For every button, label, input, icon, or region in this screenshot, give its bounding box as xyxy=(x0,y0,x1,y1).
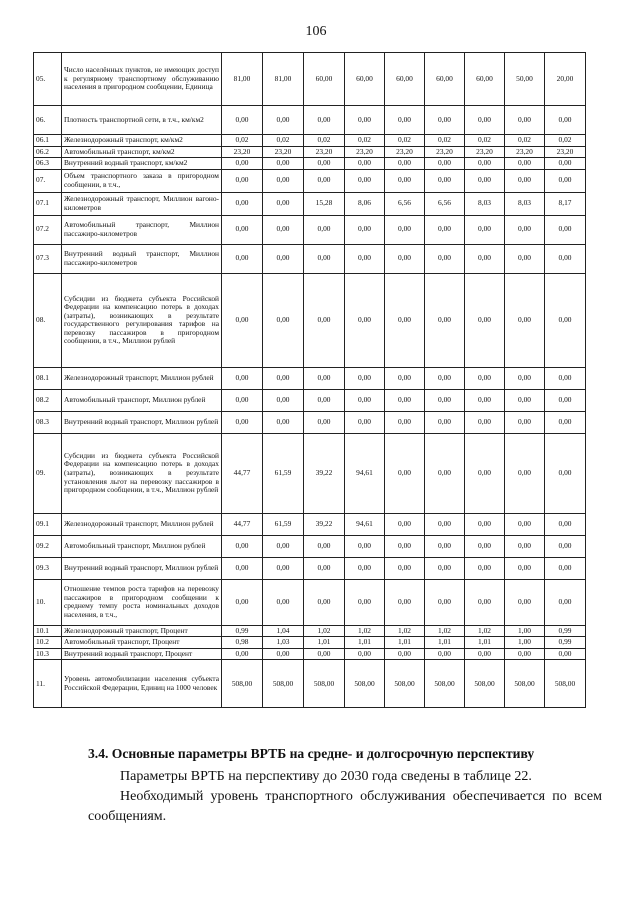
row-value-cell: 0,00 xyxy=(545,513,586,535)
row-value-cell: 508,00 xyxy=(505,660,545,708)
row-value-cell: 0,00 xyxy=(545,273,586,367)
row-value-cell: 0,00 xyxy=(505,273,545,367)
row-value-cell: 94,61 xyxy=(345,433,385,513)
row-value-cell: 0,00 xyxy=(425,244,465,273)
row-value-cell: 0,00 xyxy=(505,106,545,135)
row-value-cell: 0,00 xyxy=(505,389,545,411)
row-indicator-name: Число населённых пунктов, не имеющих доступ к регулярному транспортному обслуживанию населения в пригородном сообщении, Единица xyxy=(62,53,222,106)
row-value-cell: 23,20 xyxy=(222,146,263,158)
row-value-cell: 0,00 xyxy=(505,244,545,273)
row-value-cell: 0,00 xyxy=(465,169,505,192)
row-value-cell: 0,00 xyxy=(345,411,385,433)
row-value-cell: 0,00 xyxy=(425,648,465,660)
row-number: 09.2 xyxy=(34,535,62,557)
row-indicator-name: Уровень автомобилизации населения субъекта Российской Федерации, Единиц на 1000 человек xyxy=(62,660,222,708)
row-value-cell: 0,02 xyxy=(304,135,345,147)
row-value-cell: 0,00 xyxy=(545,215,586,244)
row-number: 08.2 xyxy=(34,389,62,411)
row-value-cell: 0,00 xyxy=(263,367,304,389)
row-value-cell: 61,59 xyxy=(263,513,304,535)
row-indicator-name: Автомобильный транспорт, км/км2 xyxy=(62,146,222,158)
row-value-cell: 1,01 xyxy=(345,637,385,649)
row-value-cell: 0,00 xyxy=(345,244,385,273)
row-value-cell: 0,00 xyxy=(425,273,465,367)
row-number: 08. xyxy=(34,273,62,367)
row-value-cell: 0,00 xyxy=(505,557,545,579)
row-value-cell: 1,02 xyxy=(425,625,465,637)
table-row xyxy=(34,660,586,708)
row-value-cell: 0,00 xyxy=(222,273,263,367)
row-value-cell: 0,00 xyxy=(465,244,505,273)
row-value-cell: 0,00 xyxy=(263,411,304,433)
table-row xyxy=(34,146,586,158)
row-value-cell: 0,00 xyxy=(222,411,263,433)
row-number: 10.1 xyxy=(34,625,62,637)
row-value-cell: 0,00 xyxy=(222,535,263,557)
row-value-cell: 0,02 xyxy=(465,135,505,147)
row-value-cell: 0,00 xyxy=(505,535,545,557)
row-value-cell: 0,02 xyxy=(345,135,385,147)
row-value-cell: 8,06 xyxy=(345,192,385,215)
row-indicator-name: Внутренний водный транспорт, Миллион рублей xyxy=(62,411,222,433)
row-indicator-name: Железнодорожный транспорт, Процент xyxy=(62,625,222,637)
row-value-cell: 0,00 xyxy=(304,215,345,244)
row-value-cell: 44,77 xyxy=(222,513,263,535)
row-value-cell: 94,61 xyxy=(345,513,385,535)
row-value-cell: 0,00 xyxy=(304,411,345,433)
row-value-cell: 0,00 xyxy=(545,579,586,625)
row-value-cell: 0,00 xyxy=(545,106,586,135)
row-value-cell: 0,00 xyxy=(425,535,465,557)
row-value-cell: 0,00 xyxy=(345,535,385,557)
row-value-cell: 1,01 xyxy=(304,637,345,649)
row-value-cell: 0,00 xyxy=(263,215,304,244)
row-value-cell: 44,77 xyxy=(222,433,263,513)
row-value-cell: 0,00 xyxy=(385,433,425,513)
row-value-cell: 0,00 xyxy=(263,169,304,192)
row-value-cell: 0,00 xyxy=(425,158,465,170)
row-value-cell: 81,00 xyxy=(222,53,263,106)
row-value-cell: 23,20 xyxy=(345,146,385,158)
row-value-cell: 23,20 xyxy=(385,146,425,158)
row-value-cell: 0,00 xyxy=(425,433,465,513)
row-value-cell: 0,00 xyxy=(222,106,263,135)
row-value-cell: 0,00 xyxy=(505,513,545,535)
row-value-cell: 0,00 xyxy=(385,389,425,411)
row-value-cell: 0,00 xyxy=(222,192,263,215)
table-row xyxy=(34,192,586,215)
row-value-cell: 508,00 xyxy=(545,660,586,708)
row-value-cell: 0,00 xyxy=(385,648,425,660)
row-value-cell: 60,00 xyxy=(304,53,345,106)
row-value-cell: 0,00 xyxy=(345,106,385,135)
row-value-cell: 1,01 xyxy=(385,637,425,649)
row-value-cell: 0,00 xyxy=(545,557,586,579)
row-number: 07. xyxy=(34,169,62,192)
row-value-cell: 1,04 xyxy=(263,625,304,637)
row-value-cell: 0,99 xyxy=(545,637,586,649)
row-value-cell: 0,00 xyxy=(465,535,505,557)
row-indicator-name: Субсидии из бюджета субъекта Российской Федерации на компенсацию потерь в доходах (затраты), возникающих в результате установления льгот на перевозку пассажиров в пригородном сообщении, в т.ч., Миллион рублей xyxy=(62,433,222,513)
row-value-cell: 0,00 xyxy=(465,106,505,135)
row-value-cell: 0,00 xyxy=(465,273,505,367)
row-value-cell: 15,28 xyxy=(304,192,345,215)
table-row xyxy=(34,648,586,660)
row-value-cell: 0,00 xyxy=(263,389,304,411)
row-value-cell: 0,00 xyxy=(222,244,263,273)
row-value-cell: 0,00 xyxy=(545,648,586,660)
row-indicator-name: Автомобильный транспорт, Миллион рублей xyxy=(62,389,222,411)
row-value-cell: 1,02 xyxy=(345,625,385,637)
row-value-cell: 0,00 xyxy=(385,579,425,625)
row-indicator-name: Автомобильный транспорт, Миллион пассажиро-километров xyxy=(62,215,222,244)
row-value-cell: 0,00 xyxy=(345,557,385,579)
row-value-cell: 0,98 xyxy=(222,637,263,649)
row-value-cell: 508,00 xyxy=(222,660,263,708)
row-value-cell: 0,00 xyxy=(425,215,465,244)
row-value-cell: 0,00 xyxy=(345,367,385,389)
section-paragraph-1: Параметры ВРТБ на перспективу до 2030 года сведены в таблице 22. xyxy=(120,769,532,784)
row-value-cell: 81,00 xyxy=(263,53,304,106)
table-row xyxy=(34,557,586,579)
table-row xyxy=(34,513,586,535)
row-value-cell: 0,00 xyxy=(304,244,345,273)
row-value-cell: 0,00 xyxy=(425,579,465,625)
row-value-cell: 0,00 xyxy=(222,169,263,192)
row-number: 06.1 xyxy=(34,135,62,147)
row-value-cell: 508,00 xyxy=(304,660,345,708)
row-value-cell: 0,00 xyxy=(345,273,385,367)
row-value-cell: 1,01 xyxy=(425,637,465,649)
row-value-cell: 39,22 xyxy=(304,433,345,513)
row-number: 06. xyxy=(34,106,62,135)
row-number: 09.3 xyxy=(34,557,62,579)
row-value-cell: 0,00 xyxy=(385,158,425,170)
row-value-cell: 0,00 xyxy=(505,367,545,389)
section-paragraph-2: Необходимый уровень транспортного обслуживания обеспечивается по всем сообщениям. xyxy=(88,789,602,824)
row-value-cell: 23,20 xyxy=(263,146,304,158)
row-value-cell: 0,00 xyxy=(304,367,345,389)
row-value-cell: 0,00 xyxy=(425,106,465,135)
row-value-cell: 0,00 xyxy=(465,158,505,170)
row-value-cell: 0,00 xyxy=(345,648,385,660)
table-row xyxy=(34,106,586,135)
row-value-cell: 0,00 xyxy=(465,411,505,433)
row-value-cell: 0,00 xyxy=(425,411,465,433)
row-number: 10.2 xyxy=(34,637,62,649)
row-value-cell: 0,00 xyxy=(385,244,425,273)
row-value-cell: 0,00 xyxy=(505,411,545,433)
row-value-cell: 60,00 xyxy=(385,53,425,106)
row-number: 08.1 xyxy=(34,367,62,389)
indicators-table xyxy=(33,52,586,708)
table-row xyxy=(34,367,586,389)
row-value-cell: 508,00 xyxy=(345,660,385,708)
row-value-cell: 0,00 xyxy=(222,557,263,579)
table-body xyxy=(34,53,586,708)
row-value-cell: 1,02 xyxy=(465,625,505,637)
table-row xyxy=(34,215,586,244)
table-row xyxy=(34,158,586,170)
row-value-cell: 0,00 xyxy=(385,215,425,244)
row-value-cell: 0,00 xyxy=(505,648,545,660)
row-indicator-name: Внутренний водный транспорт, Миллион пассажиро-километров xyxy=(62,244,222,273)
row-value-cell: 0,00 xyxy=(263,192,304,215)
row-value-cell: 0,00 xyxy=(545,169,586,192)
row-value-cell: 0,00 xyxy=(304,579,345,625)
row-number: 07.2 xyxy=(34,215,62,244)
row-value-cell: 0,00 xyxy=(222,158,263,170)
row-value-cell: 0,00 xyxy=(385,411,425,433)
row-value-cell: 0,00 xyxy=(304,158,345,170)
row-value-cell: 0,00 xyxy=(545,244,586,273)
row-value-cell: 0,00 xyxy=(345,389,385,411)
table-row xyxy=(34,637,586,649)
row-value-cell: 0,02 xyxy=(222,135,263,147)
row-value-cell: 1,01 xyxy=(465,637,505,649)
table-row xyxy=(34,535,586,557)
row-indicator-name: Субсидии из бюджета субъекта Российской Федерации на компенсацию потерь в доходах (затраты), возникающих в результате государственного регулирования тарифов на перевозку пассажиров в пригородном сообщении, в т.ч., Миллион рублей xyxy=(62,273,222,367)
row-value-cell: 0,00 xyxy=(505,158,545,170)
row-indicator-name: Плотность транспортной сети, в т.ч., км/км2 xyxy=(62,106,222,135)
table-row xyxy=(34,389,586,411)
row-number: 10. xyxy=(34,579,62,625)
row-indicator-name: Объем транспортного заказа в пригородном сообщении, в т.ч., xyxy=(62,169,222,192)
row-value-cell: 0,00 xyxy=(345,158,385,170)
row-indicator-name: Железнодорожный транспорт, Миллион рублей xyxy=(62,513,222,535)
row-value-cell: 23,20 xyxy=(465,146,505,158)
row-value-cell: 0,00 xyxy=(385,169,425,192)
row-value-cell: 0,00 xyxy=(545,433,586,513)
page-number: 106 xyxy=(305,24,327,39)
row-value-cell: 1,02 xyxy=(385,625,425,637)
row-value-cell: 0,00 xyxy=(263,557,304,579)
row-value-cell: 60,00 xyxy=(425,53,465,106)
row-value-cell: 61,59 xyxy=(263,433,304,513)
row-value-cell: 0,02 xyxy=(385,135,425,147)
row-value-cell: 0,00 xyxy=(263,273,304,367)
row-value-cell: 1,00 xyxy=(505,625,545,637)
row-value-cell: 0,00 xyxy=(465,389,505,411)
row-number: 07.1 xyxy=(34,192,62,215)
row-value-cell: 23,20 xyxy=(505,146,545,158)
table-row xyxy=(34,135,586,147)
row-value-cell: 0,00 xyxy=(545,389,586,411)
row-indicator-name: Автомобильный транспорт, Миллион рублей xyxy=(62,535,222,557)
row-value-cell: 0,00 xyxy=(385,273,425,367)
row-value-cell: 0,00 xyxy=(222,389,263,411)
row-value-cell: 508,00 xyxy=(385,660,425,708)
row-value-cell: 0,00 xyxy=(385,557,425,579)
row-value-cell: 0,00 xyxy=(425,367,465,389)
row-value-cell: 39,22 xyxy=(304,513,345,535)
row-value-cell: 0,00 xyxy=(545,367,586,389)
row-value-cell: 0,00 xyxy=(222,579,263,625)
table-row xyxy=(34,244,586,273)
row-value-cell: 8,03 xyxy=(505,192,545,215)
row-number: 06.2 xyxy=(34,146,62,158)
row-value-cell: 0,00 xyxy=(263,648,304,660)
row-value-cell: 6,56 xyxy=(385,192,425,215)
row-value-cell: 0,00 xyxy=(465,513,505,535)
row-value-cell: 0,02 xyxy=(425,135,465,147)
row-indicator-name: Железнодорожный транспорт, Миллион рублей xyxy=(62,367,222,389)
row-number: 09. xyxy=(34,433,62,513)
row-value-cell: 508,00 xyxy=(465,660,505,708)
row-value-cell: 0,00 xyxy=(385,513,425,535)
row-value-cell: 0,00 xyxy=(465,367,505,389)
row-value-cell: 23,20 xyxy=(425,146,465,158)
table-row xyxy=(34,273,586,367)
row-indicator-name: Отношение темпов роста тарифов на перевозку пассажиров в пригородном сообщении к среднему темпу роста номинальных доходов населения, в т.ч., xyxy=(62,579,222,625)
table-row xyxy=(34,411,586,433)
row-value-cell: 60,00 xyxy=(465,53,505,106)
row-value-cell: 0,00 xyxy=(385,535,425,557)
row-value-cell: 0,00 xyxy=(385,367,425,389)
row-value-cell: 0,00 xyxy=(465,648,505,660)
row-indicator-name: Железнодорожный транспорт, Миллион вагоно-километров xyxy=(62,192,222,215)
row-value-cell: 23,20 xyxy=(545,146,586,158)
row-value-cell: 0,00 xyxy=(345,215,385,244)
row-value-cell: 0,00 xyxy=(304,648,345,660)
row-value-cell: 0,00 xyxy=(263,579,304,625)
row-number: 07.3 xyxy=(34,244,62,273)
row-indicator-name: Железнодорожный транспорт, км/км2 xyxy=(62,135,222,147)
row-value-cell: 0,00 xyxy=(425,389,465,411)
table-row xyxy=(34,625,586,637)
table-row xyxy=(34,169,586,192)
row-value-cell: 0,00 xyxy=(505,579,545,625)
row-value-cell: 0,00 xyxy=(425,557,465,579)
row-value-cell: 0,00 xyxy=(304,557,345,579)
row-value-cell: 0,00 xyxy=(425,169,465,192)
row-value-cell: 0,00 xyxy=(345,169,385,192)
row-indicator-name: Внутренний водный транспорт, Миллион рублей xyxy=(62,557,222,579)
row-value-cell: 0,00 xyxy=(545,411,586,433)
row-value-cell: 0,00 xyxy=(545,158,586,170)
row-value-cell: 0,00 xyxy=(465,557,505,579)
row-value-cell: 50,00 xyxy=(505,53,545,106)
table-row xyxy=(34,53,586,106)
row-indicator-name: Автомобильный транспорт, Процент xyxy=(62,637,222,649)
row-value-cell: 0,00 xyxy=(505,169,545,192)
row-value-cell: 0,00 xyxy=(263,106,304,135)
row-number: 05. xyxy=(34,53,62,106)
row-value-cell: 0,02 xyxy=(263,135,304,147)
row-value-cell: 508,00 xyxy=(263,660,304,708)
row-value-cell: 0,00 xyxy=(505,215,545,244)
row-value-cell: 1,03 xyxy=(263,637,304,649)
row-value-cell: 0,00 xyxy=(304,169,345,192)
row-value-cell: 0,00 xyxy=(222,215,263,244)
row-value-cell: 0,00 xyxy=(222,648,263,660)
table-row xyxy=(34,433,586,513)
row-value-cell: 0,02 xyxy=(505,135,545,147)
row-value-cell: 0,00 xyxy=(385,106,425,135)
row-value-cell: 0,00 xyxy=(465,433,505,513)
row-value-cell: 0,00 xyxy=(304,273,345,367)
row-value-cell: 0,99 xyxy=(222,625,263,637)
row-value-cell: 0,00 xyxy=(465,579,505,625)
row-value-cell: 1,02 xyxy=(304,625,345,637)
row-value-cell: 1,00 xyxy=(505,637,545,649)
row-indicator-name: Внутренний водный транспорт, км/км2 xyxy=(62,158,222,170)
row-value-cell: 0,00 xyxy=(425,513,465,535)
table-row xyxy=(34,579,586,625)
row-value-cell: 0,00 xyxy=(545,535,586,557)
row-number: 06.3 xyxy=(34,158,62,170)
row-value-cell: 8,03 xyxy=(465,192,505,215)
row-value-cell: 0,00 xyxy=(222,367,263,389)
row-value-cell: 60,00 xyxy=(345,53,385,106)
row-number: 09.1 xyxy=(34,513,62,535)
row-value-cell: 0,00 xyxy=(505,433,545,513)
row-value-cell: 8,17 xyxy=(545,192,586,215)
row-number: 11. xyxy=(34,660,62,708)
section-heading: 3.4. Основные параметры ВРТБ на средне- и долгосрочную перспективу xyxy=(88,746,535,761)
row-value-cell: 0,00 xyxy=(304,535,345,557)
row-indicator-name: Внутренний водный транспорт, Процент xyxy=(62,648,222,660)
row-number: 08.3 xyxy=(34,411,62,433)
row-value-cell: 0,02 xyxy=(545,135,586,147)
row-value-cell: 0,00 xyxy=(345,579,385,625)
row-value-cell: 0,00 xyxy=(304,106,345,135)
row-value-cell: 508,00 xyxy=(425,660,465,708)
row-value-cell: 0,00 xyxy=(263,158,304,170)
row-value-cell: 23,20 xyxy=(304,146,345,158)
row-value-cell: 20,00 xyxy=(545,53,586,106)
row-number: 10.3 xyxy=(34,648,62,660)
row-value-cell: 0,00 xyxy=(263,244,304,273)
row-value-cell: 0,00 xyxy=(465,215,505,244)
row-value-cell: 0,99 xyxy=(545,625,586,637)
row-value-cell: 0,00 xyxy=(304,389,345,411)
row-value-cell: 0,00 xyxy=(263,535,304,557)
row-value-cell: 6,56 xyxy=(425,192,465,215)
